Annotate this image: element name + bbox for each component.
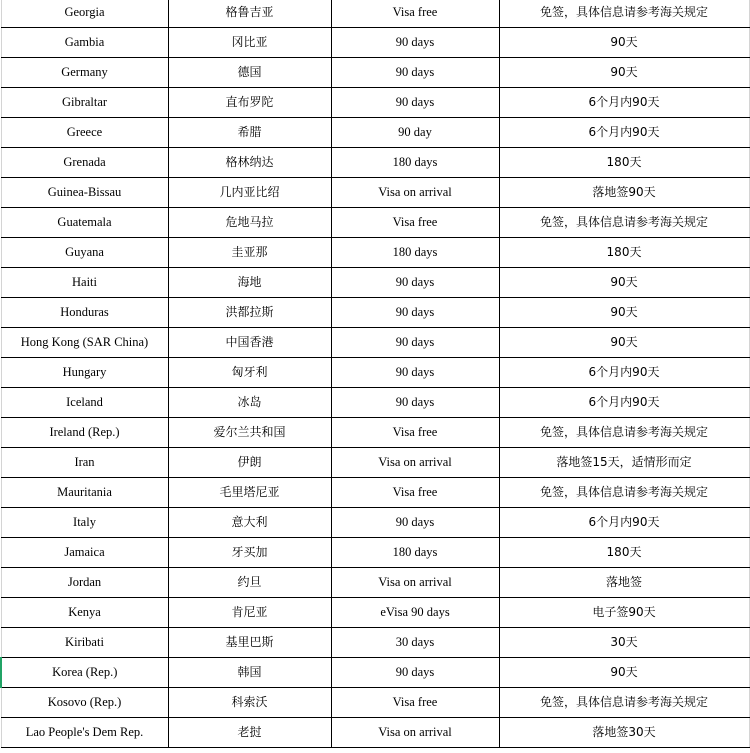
visa-en-cell[interactable]: Visa on arrival — [331, 448, 499, 478]
country-en-cell[interactable]: Lao People's Dem Rep. — [1, 718, 168, 748]
country-cn-cell[interactable]: 老挝 — [168, 718, 331, 748]
visa-en-cell[interactable]: Visa free — [331, 0, 499, 28]
table-row — [1, 448, 749, 478]
table-row — [1, 28, 749, 58]
visa-cn-cell[interactable]: 落地签15天，适情形而定 — [499, 448, 749, 478]
country-cn-cell[interactable]: 格鲁吉亚 — [168, 0, 331, 28]
table-row — [1, 268, 749, 298]
table-row — [1, 388, 749, 418]
visa-cn-cell[interactable]: 180天 — [499, 148, 749, 178]
country-cn-cell[interactable]: 直布罗陀 — [168, 88, 331, 118]
country-cn-cell[interactable]: 冈比亚 — [168, 28, 331, 58]
country-en-cell[interactable]: Jamaica — [1, 538, 168, 568]
table-row — [1, 0, 749, 28]
country-en-cell[interactable]: Italy — [1, 508, 168, 538]
visa-en-cell[interactable]: 90 days — [331, 388, 499, 418]
country-cn-cell[interactable]: 肯尼亚 — [168, 598, 331, 628]
visa-en-cell[interactable]: 90 days — [331, 508, 499, 538]
visa-en-cell[interactable]: 180 days — [331, 238, 499, 268]
visa-en-cell[interactable]: 90 days — [331, 58, 499, 88]
visa-cn-cell[interactable]: 落地签90天 — [499, 178, 749, 208]
visa-en-cell[interactable]: Visa free — [331, 208, 499, 238]
country-cn-cell[interactable]: 牙买加 — [168, 538, 331, 568]
visa-en-cell[interactable]: Visa free — [331, 418, 499, 448]
country-en-cell[interactable]: Georgia — [1, 0, 168, 28]
table-row — [1, 658, 749, 688]
visa-en-cell[interactable]: 90 days — [331, 358, 499, 388]
country-en-cell[interactable]: Haiti — [1, 268, 168, 298]
country-en-cell[interactable]: Hungary — [1, 358, 168, 388]
visa-cn-cell[interactable]: 6个月内90天 — [499, 358, 749, 388]
visa-en-cell[interactable]: 90 days — [331, 268, 499, 298]
country-en-cell[interactable]: Kosovo (Rep.) — [1, 688, 168, 718]
country-cn-cell[interactable]: 意大利 — [168, 508, 331, 538]
visa-cn-cell[interactable]: 6个月内90天 — [499, 388, 749, 418]
table-row — [1, 328, 749, 358]
country-en-cell[interactable]: Guyana — [1, 238, 168, 268]
table-row — [1, 88, 749, 118]
country-cn-cell[interactable]: 基里巴斯 — [168, 628, 331, 658]
visa-cn-cell[interactable]: 免签，具体信息请参考海关规定 — [499, 0, 749, 28]
country-en-cell[interactable]: Gibraltar — [1, 88, 168, 118]
country-en-cell[interactable]: Guinea-Bissau — [1, 178, 168, 208]
country-en-cell[interactable]: Jordan — [1, 568, 168, 598]
table-row — [1, 298, 749, 328]
visa-cn-cell[interactable]: 落地签 — [499, 568, 749, 598]
country-cn-cell[interactable]: 海地 — [168, 268, 331, 298]
visa-cn-cell[interactable]: 90天 — [499, 268, 749, 298]
table-row — [1, 418, 749, 448]
country-en-cell[interactable]: Germany — [1, 58, 168, 88]
visa-en-cell[interactable]: Visa on arrival — [331, 568, 499, 598]
table-row — [1, 58, 749, 88]
country-cn-cell[interactable]: 德国 — [168, 58, 331, 88]
table-row — [1, 598, 749, 628]
country-cn-cell[interactable]: 几内亚比绍 — [168, 178, 331, 208]
visa-cn-cell[interactable]: 落地签30天 — [499, 718, 749, 748]
visa-cn-cell[interactable]: 90天 — [499, 658, 749, 688]
table-row — [1, 628, 749, 658]
country-en-cell[interactable]: Honduras — [1, 298, 168, 328]
country-cn-cell[interactable]: 爱尔兰共和国 — [168, 418, 331, 448]
visa-cn-cell[interactable]: 6个月内90天 — [499, 118, 749, 148]
visa-en-cell[interactable]: Visa on arrival — [331, 718, 499, 748]
visa-cn-cell[interactable]: 免签，具体信息请参考海关规定 — [499, 478, 749, 508]
country-cn-cell[interactable]: 希腊 — [168, 118, 331, 148]
visa-en-cell[interactable]: Visa on arrival — [331, 178, 499, 208]
visa-cn-cell[interactable]: 免签，具体信息请参考海关规定 — [499, 418, 749, 448]
table-row — [1, 688, 749, 718]
visa-en-cell[interactable]: Visa free — [331, 688, 499, 718]
table-row — [1, 508, 749, 538]
visa-cn-cell[interactable]: 6个月内90天 — [499, 508, 749, 538]
country-cn-cell[interactable]: 毛里塔尼亚 — [168, 478, 331, 508]
visa-en-cell[interactable]: 90 days — [331, 328, 499, 358]
country-cn-cell[interactable]: 约旦 — [168, 568, 331, 598]
country-cn-cell[interactable]: 圭亚那 — [168, 238, 331, 268]
visa-en-cell[interactable]: 180 days — [331, 538, 499, 568]
visa-cn-cell[interactable]: 30天 — [499, 628, 749, 658]
visa-cn-cell[interactable]: 90天 — [499, 58, 749, 88]
country-en-cell[interactable]: Greece — [1, 118, 168, 148]
table-row — [1, 358, 749, 388]
table-row — [1, 718, 749, 748]
visa-en-cell[interactable]: 90 days — [331, 658, 499, 688]
visa-en-cell[interactable]: 30 days — [331, 628, 499, 658]
visa-table-body — [1, 0, 749, 748]
visa-cn-cell[interactable]: 6个月内90天 — [499, 88, 749, 118]
table-row — [1, 208, 749, 238]
visa-en-cell[interactable]: Visa free — [331, 478, 499, 508]
visa-en-cell[interactable]: 180 days — [331, 148, 499, 178]
country-en-cell[interactable]: Kiribati — [1, 628, 168, 658]
country-cn-cell[interactable]: 伊朗 — [168, 448, 331, 478]
visa-cn-cell[interactable]: 180天 — [499, 538, 749, 568]
visa-cn-cell[interactable]: 90天 — [499, 28, 749, 58]
visa-cn-cell[interactable]: 90天 — [499, 328, 749, 358]
country-en-cell[interactable]: Iran — [1, 448, 168, 478]
country-en-cell[interactable]: Iceland — [1, 388, 168, 418]
visa-en-cell[interactable]: 90 days — [331, 88, 499, 118]
table-row — [1, 568, 749, 598]
table-row — [1, 538, 749, 568]
visa-en-cell[interactable]: 90 days — [331, 28, 499, 58]
visa-en-cell[interactable]: 90 days — [331, 298, 499, 328]
visa-cn-cell[interactable]: 免签，具体信息请参考海关规定 — [499, 208, 749, 238]
table-row — [1, 118, 749, 148]
country-cn-cell[interactable]: 洪都拉斯 — [168, 298, 331, 328]
country-en-cell[interactable]: Hong Kong (SAR China) — [1, 328, 168, 358]
visa-en-cell[interactable]: eVisa 90 days — [331, 598, 499, 628]
visa-cn-cell[interactable]: 180天 — [499, 238, 749, 268]
country-en-cell[interactable]: Mauritania — [1, 478, 168, 508]
country-cn-cell[interactable]: 中国香港 — [168, 328, 331, 358]
country-en-cell[interactable]: Ireland (Rep.) — [1, 418, 168, 448]
visa-en-cell[interactable]: 90 day — [331, 118, 499, 148]
visa-cn-cell[interactable]: 免签，具体信息请参考海关规定 — [499, 688, 749, 718]
visa-cn-cell[interactable]: 电子签90天 — [499, 598, 749, 628]
table-row — [1, 148, 749, 178]
visa-cn-cell[interactable]: 90天 — [499, 298, 749, 328]
country-en-cell[interactable]: Grenada — [1, 148, 168, 178]
table-row — [1, 178, 749, 208]
country-en-cell[interactable]: Gambia — [1, 28, 168, 58]
country-en-cell[interactable]: Korea (Rep.) — [1, 658, 168, 688]
country-cn-cell[interactable]: 格林纳达 — [168, 148, 331, 178]
table-row — [1, 238, 749, 268]
table-row — [1, 478, 749, 508]
country-cn-cell[interactable]: 匈牙利 — [168, 358, 331, 388]
country-cn-cell[interactable]: 科索沃 — [168, 688, 331, 718]
country-cn-cell[interactable]: 危地马拉 — [168, 208, 331, 238]
country-en-cell[interactable]: Kenya — [1, 598, 168, 628]
country-en-cell[interactable]: Guatemala — [1, 208, 168, 238]
country-cn-cell[interactable]: 冰岛 — [168, 388, 331, 418]
country-cn-cell[interactable]: 韩国 — [168, 658, 331, 688]
